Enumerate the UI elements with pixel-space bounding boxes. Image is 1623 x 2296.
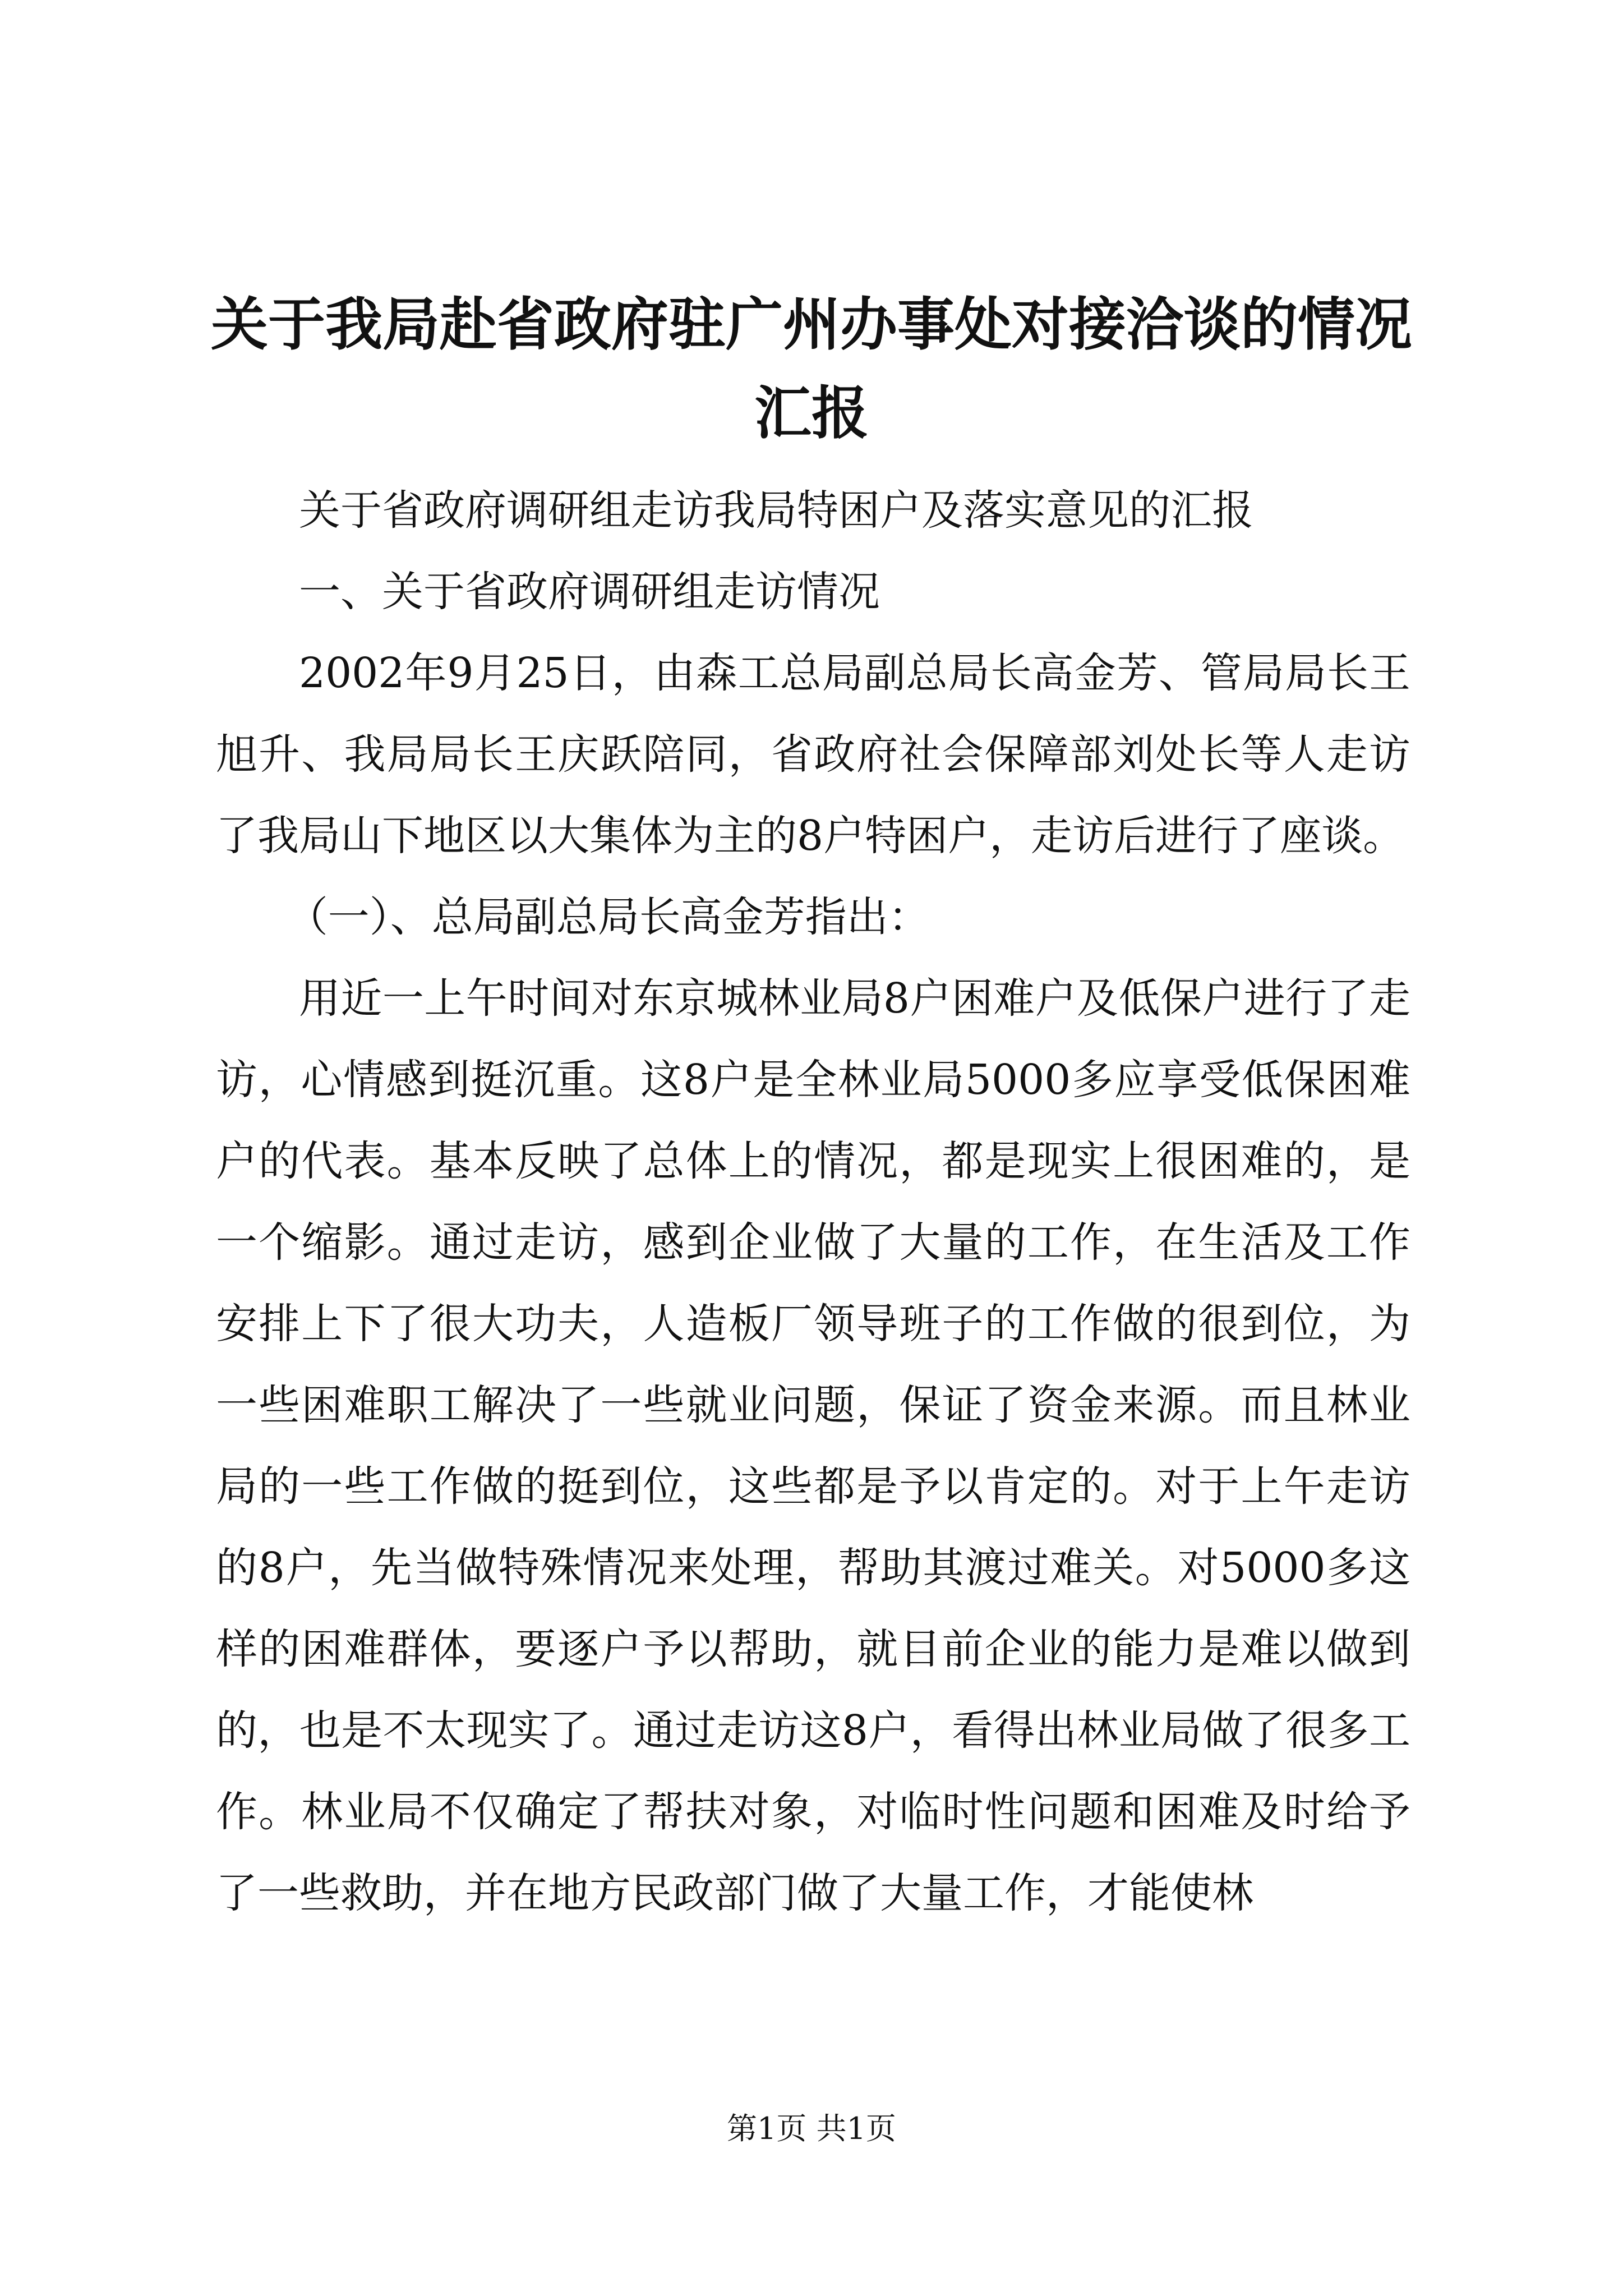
body-paragraph: 用近一上午时间对东京城林业局8户困难户及低保户进行了走访，心情感到挺沉重。这8户是全林业局5000多应享受低保困难户的代表。基本反映了总体上的情况，都是现实上很困难的，是一个缩影。通过走访，感到企业做了大量的工作，在生活及工作安排上下了很大功夫，人造板厂领导班子的工作做的很到位，为一些困难职工解决了一些就业问题，保证了资金来源。而且林业局的一些工作做的挺到位，这些都是予以肯定的。对于上午走访的8户，先当做特殊情况来处理，帮助其渡过难关。对5000多这样的困难群体，要逐户予以帮助，就目前企业的能力是难以做到的，也是不太现实了。通过走访这8户，看得出林业局做了很多工作。林业局不仅确定了帮扶对象，对临时性问题和困难及时给予了一些救助，并在地方民政部门做了大量工作，才能使林 — [216, 974, 1410, 1917]
document-body — [216, 470, 1410, 1934]
subsection-heading: （一）、总局副总局长高金芳指出： — [286, 893, 930, 941]
body-paragraph: 2002年9月25日，由森工总局副总局长高金芳、管局局长王旭升、我局局长王庆跃陪同，省政府社会保障部刘处长等人走访了我局山下地区以大集体为主的8户特困户，走访后进行了座谈。 — [216, 649, 1410, 860]
section-heading: 一、关于省政府调研组走访情况 — [299, 568, 880, 616]
subtitle-paragraph: 关于省政府调研组走访我局特困户及落实意见的汇报 — [299, 486, 1253, 535]
document-title: 关于我局赴省政府驻广州办事处对接洽谈的情况汇报 — [211, 291, 1412, 447]
page-footer: 第1页 共1页 — [727, 2111, 896, 2146]
